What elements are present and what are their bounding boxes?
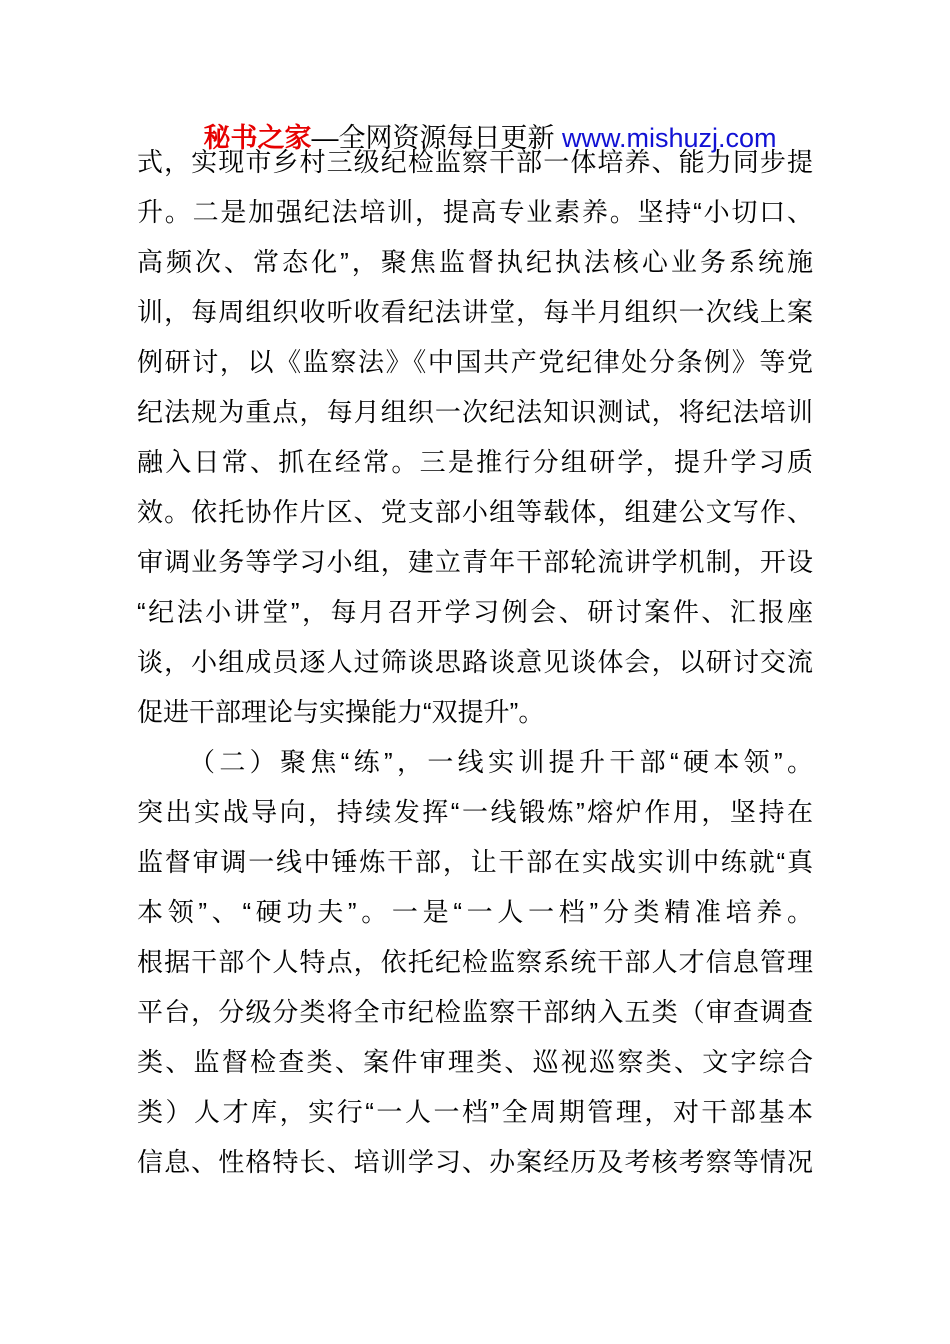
text-line: 审调业务等学习小组，建立青年干部轮流讲学机制，开设 <box>137 547 813 577</box>
site-url-link[interactable]: www.mishuzj.com <box>561 123 777 153</box>
text-line: 促进干部理论与实操能力“双提升”。 <box>137 697 545 727</box>
text-line: 升。二是加强纪法培训，提高专业素养。坚持“小切口、 <box>137 197 813 227</box>
text-line: 监督审调一线中锤炼干部，让干部在实战实训中练就“真 <box>137 847 813 877</box>
text-line: 类、监督检查类、案件审理类、巡视巡察类、文字综合 <box>137 1047 813 1077</box>
site-brand: 秘书之家 <box>203 123 312 153</box>
text-line: 纪法规为重点，每月组织一次纪法知识测试，将纪法培训 <box>137 397 813 427</box>
text-line: 例研讨，以《监察法》《中国共产党纪律处分条例》等党 <box>137 347 813 377</box>
document-body <box>137 137 813 1187</box>
text-line: 效。依托协作片区、党支部小组等载体，组建公文写作、 <box>137 497 813 527</box>
text-line: 融入日常、抓在经常。三是推行分组研学，提升学习质 <box>137 447 813 477</box>
text-line: 训，每周组织收听收看纪法讲堂，每半月组织一次线上案 <box>137 297 813 327</box>
text-line: 信息、性格特长、培训学习、办案经历及考核考察等情况 <box>137 1147 813 1177</box>
paragraph <box>137 737 813 1187</box>
text-line: 高频次、常态化”，聚焦监督执纪执法核心业务系统施 <box>137 247 813 277</box>
text-line: 式，实现市乡村三级纪检监察干部一体培养、能力同步提 <box>137 147 813 177</box>
text-line: 本领”、“硬功夫”。一是“一人一档”分类精准培养。 <box>137 897 813 927</box>
text-line: 谈，小组成员逐人过筛谈思路谈意见谈体会，以研讨交流 <box>137 647 813 677</box>
text-line: （二）聚焦“练”，一线实训提升干部“硬本领”。 <box>189 747 813 777</box>
site-tagline: —全网资源每日更新 <box>311 123 562 153</box>
text-line: “纪法小讲堂”，每月召开学习例会、研讨案件、汇报座 <box>137 597 813 627</box>
text-line: 平台，分级分类将全市纪检监察干部纳入五类（审查调查 <box>137 997 813 1027</box>
text-line: 类）人才库，实行“一人一档”全周期管理，对干部基本 <box>137 1097 813 1127</box>
text-line: 突出实战导向，持续发挥“一线锻炼”熔炉作用，坚持在 <box>137 797 813 827</box>
text-line: 根据干部个人特点，依托纪检监察系统干部人才信息管理 <box>137 947 813 977</box>
paragraph <box>137 137 813 737</box>
